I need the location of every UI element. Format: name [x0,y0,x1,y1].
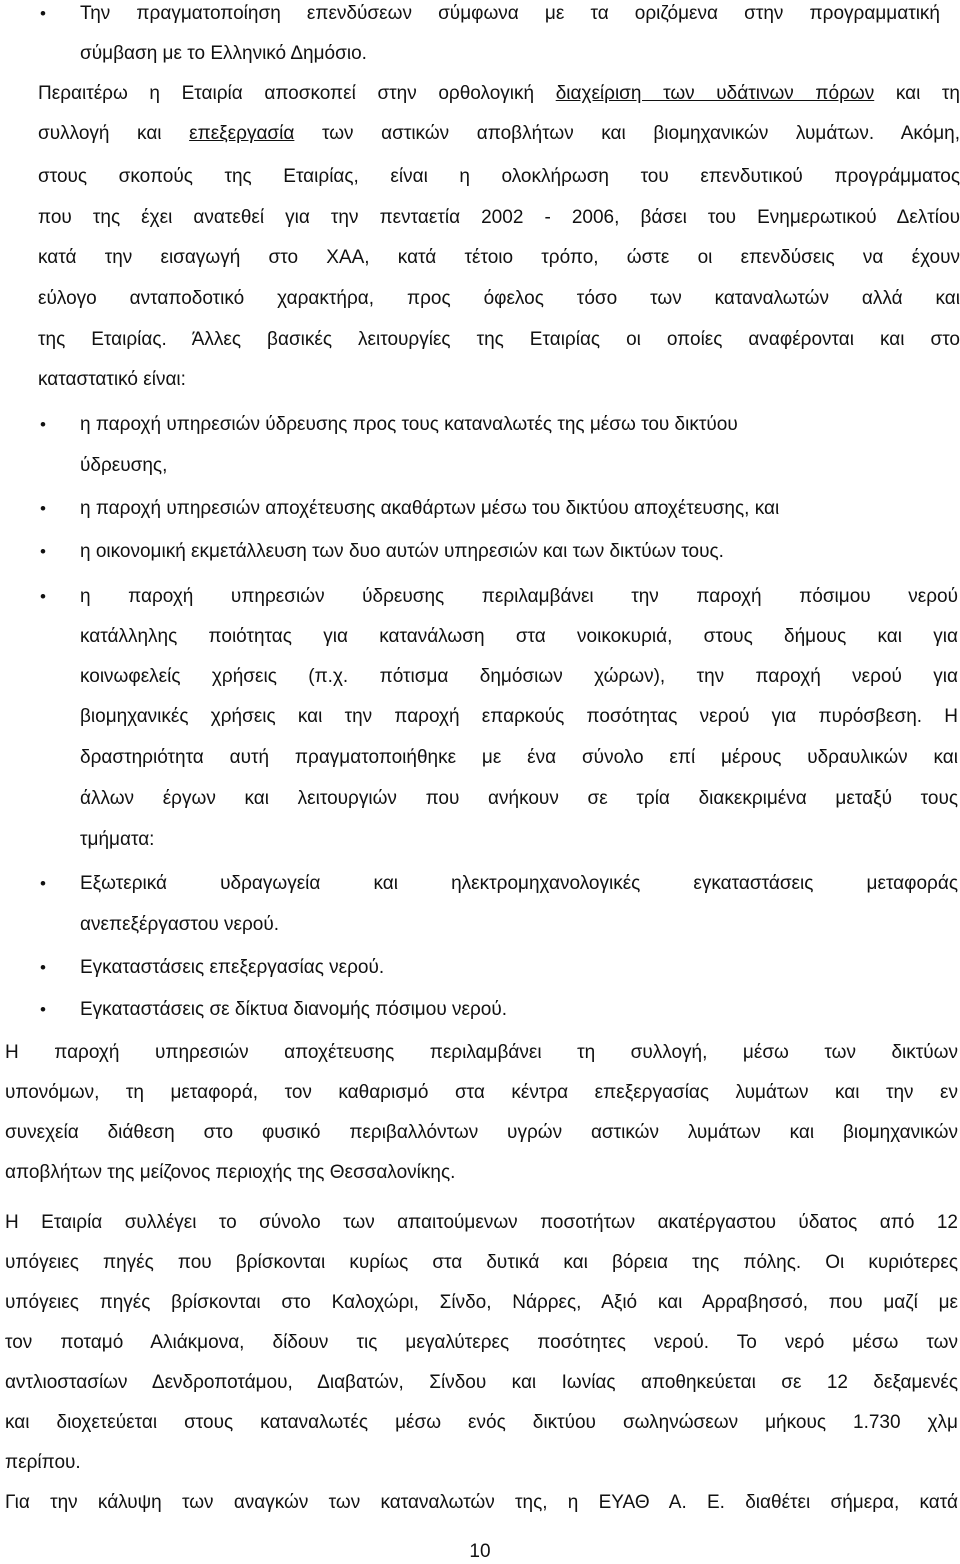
bullet-icon: • [40,415,46,434]
text-line: της Εταιρίας. Άλλες βασικές λειτουργίες της Εταιρίας οι οποίες αναφέρονται και στο [38,329,960,350]
text-line: αντλιοστασίων Δενδροποτάμου, Διαβατών, Σίνδου και Ιωνίας αποθηκεύεται σε 12 δεξαμενές [5,1372,958,1393]
text-line: Η παροχή υπηρεσιών αποχέτευσης περιλαμβάνει τη συλλογή, μέσω των δικτύων [5,1042,958,1063]
text-line: Η Εταιρία συλλέγει το σύνολο των απαιτούμενων ποσοτήτων ακατέργαστου ύδατος από 12 [5,1212,958,1233]
text-line [38,122,960,146]
text-line: η παροχή υπηρεσιών ύδρευσης προς τους καταναλωτές της μέσω του δικτύου [80,414,738,435]
bullet-icon: • [40,958,46,977]
bullet-icon: • [40,4,46,23]
text-span: και τη [874,83,960,104]
bullet-icon: • [40,874,46,893]
text-line: ανεπεξέργαστου νερού. [80,914,280,935]
text-line: Για την κάλυψη των αναγκών των καταναλωτών της, η ΕΥΑΘ Α. Ε. διαθέτει σήμερα, κατά [5,1492,958,1513]
text-line: στους σκοπούς της Εταιρίας, είναι η ολοκλήρωση του επενδυτικού προγράμματος [38,166,960,187]
text-line: κοινωφελείς χρήσεις (π.χ. πότισμα δημόσιων χώρων), την παροχή νερού για [80,666,958,687]
text-line: τμήματα: [80,829,155,850]
text-line: συνεχεία διάθεση στο φυσικό περιβαλλόντων υγρών αστικών λυμάτων και βιομηχανικών [5,1122,958,1143]
text-span: συλλογή και [38,123,190,144]
text-line: κατά την εισαγωγή στο ΧΑΑ, κατά τέτοιο τρόπο, ώστε οι επενδύσεις να έχουν [38,247,960,268]
text-line: η παροχή υπηρεσιών αποχέτευσης ακαθάρτων μέσω του δικτύου αποχέτευσης, και [80,498,780,519]
text-line: βιομηχανικές χρήσεις και την παροχή επαρκούς ποσότητας νερού για πυρόσβεση. Η [80,706,958,727]
text-line: άλλων έργων και λειτουργιών που ανήκουν σε τρία διακεκριμένα μεταξύ τους [80,788,958,809]
text-line: υπόγειες πηγές που βρίσκονται κυρίως στα δυτικά και βόρεια της πόλης. Οι κυριότερες [5,1252,958,1273]
text-line: κατάλληλης ποιότητας για κατανάλωση στα νοικοκυριά, στους δήμους και για [80,626,958,647]
text-line: υπονόμων, τη μεταφορά, τον καθαρισμό στα κέντρα επεξεργασίας λυμάτων και την εν [5,1082,958,1103]
text-span: των αστικών αποβλήτων και βιομηχανικών λυμάτων. Ακόμη, [294,123,960,144]
bullet-icon: • [40,587,46,606]
text-line: Την πραγματοποίηση επενδύσεων σύμφωνα με τα οριζόμενα στην προγραμματική [80,3,940,24]
text-line [38,82,960,106]
bullet-icon: • [40,499,46,518]
text-line: καταστατικό είναι: [38,369,186,390]
text-line: η παροχή υπηρεσιών ύδρευσης περιλαμβάνει την παροχή πόσιμου νερού [80,586,958,607]
link-water-resources[interactable]: διαχείριση των υδάτινων πόρων [555,83,875,104]
page-number: 10 [469,1541,491,1562]
text-line: σύμβαση με το Ελληνικό Δημόσιο. [80,43,367,64]
text-line: Εγκαταστάσεις σε δίκτυα διανομής πόσιμου νερού. [80,999,507,1020]
text-line: η οικονομική εκμετάλλευση των δυο αυτών υπηρεσιών και των δικτύων τους. [80,541,724,562]
text-line: που της έχει ανατεθεί για την πενταετία 2002 - 2006, βάσει του Ενημερωτικού Δελτίου [38,207,960,228]
text-line: αποβλήτων της μείζονος περιοχής της Θεσσαλονίκης. [5,1162,456,1183]
text-line: εύλογο ανταποδοτικό χαρακτήρα, προς όφελος τόσο των καταναλωτών αλλά και [38,288,960,309]
bullet-icon: • [40,1000,46,1019]
text-line: Εγκαταστάσεις επεξεργασίας νερού. [80,957,385,978]
text-line: ύδρευσης, [80,455,168,476]
bullet-icon: • [40,542,46,561]
text-span: Περαιτέρω η Εταιρία αποσκοπεί στην ορθολογική [38,83,556,104]
text-line: και διοχετεύεται στους καταναλωτές μέσω ενός δικτύου σωληνώσεων μήκους 1.730 χλμ [5,1412,958,1433]
text-line: Εξωτερικά υδραγωγεία και ηλεκτρομηχανολογικές εγκαταστάσεις μεταφοράς [80,873,958,894]
text-line: υπόγειες πηγές βρίσκονται στο Καλοχώρι, Σίνδο, Νάρρες, Αξιό και Αρραβησσό, που μαζί με [5,1292,958,1313]
link-processing[interactable]: επεξεργασία [189,123,295,144]
text-line: τον ποταμό Αλιάκμονα, δίδουν τις μεγαλύτερες ποσότητες νερού. Το νερό μέσω των [5,1332,958,1353]
text-line: δραστηριότητα αυτή πραγματοποιήθηκε με ένα σύνολο επί μέρους υδραυλικών και [80,747,958,768]
text-line: περίπου. [5,1452,81,1473]
